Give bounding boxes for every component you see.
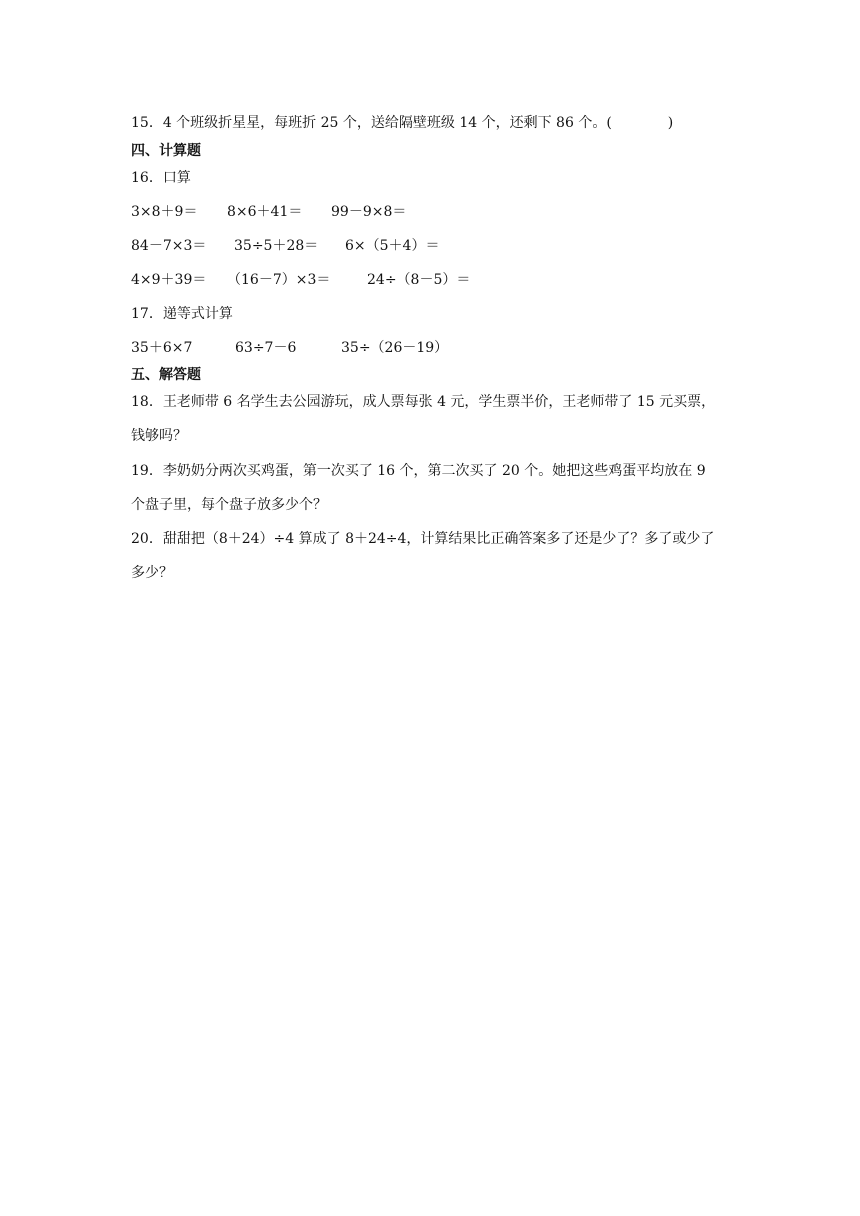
question-18-line-1: 18．王老师带 6 名学生去公园游玩，成人票每张 4 元，学生票半价，王老师带了 15 元买票， [131, 394, 716, 410]
section-heading-calculation: 四、计算题 [131, 143, 201, 159]
mental-math-item: 4×9＋39＝ [131, 272, 207, 288]
mental-math-item: 35÷5＋28＝ [234, 238, 319, 254]
step-calculation-item: 35＋6×7 [131, 340, 193, 356]
question-15: 15．4 个班级折星星，每班折 25 个，送给隔壁班级 14 个，还剩下 86 个。( ) [131, 115, 674, 131]
question-20-line-2: 多少？ [131, 565, 173, 581]
mental-math-item: 24÷（8－5）＝ [367, 272, 471, 288]
question-19-line-2: 个盘子里，每个盘子放多少个？ [131, 497, 327, 513]
mental-math-item: 8×6＋41＝ [227, 204, 303, 220]
mental-math-item: （16－7）×3＝ [227, 272, 331, 288]
question-20-line-1: 20．甜甜把（8＋24）÷4 算成了 8＋24÷4，计算结果比正确答案多了还是少了？多了或少了 [131, 531, 715, 547]
mental-math-item: 84－7×3＝ [131, 238, 207, 254]
mental-math-item: 6×（5＋4）＝ [345, 238, 440, 254]
question-19-line-1: 19．李奶奶分两次买鸡蛋，第一次买了 16 个，第二次买了 20 个。她把这些鸡蛋平均放在 9 [131, 463, 706, 479]
mental-math-item: 99－9×8＝ [331, 204, 407, 220]
question-18-line-2: 钱够吗？ [131, 428, 187, 444]
section-heading-word-problems: 五、解答题 [131, 367, 201, 383]
step-calculation-item: 63÷7－6 [235, 340, 297, 356]
step-calculation-item: 35÷（26－19） [341, 340, 449, 356]
mental-math-item: 3×8＋9＝ [131, 204, 198, 220]
question-17-title: 17．递等式计算 [131, 306, 233, 322]
question-16-title: 16．口算 [131, 170, 191, 186]
